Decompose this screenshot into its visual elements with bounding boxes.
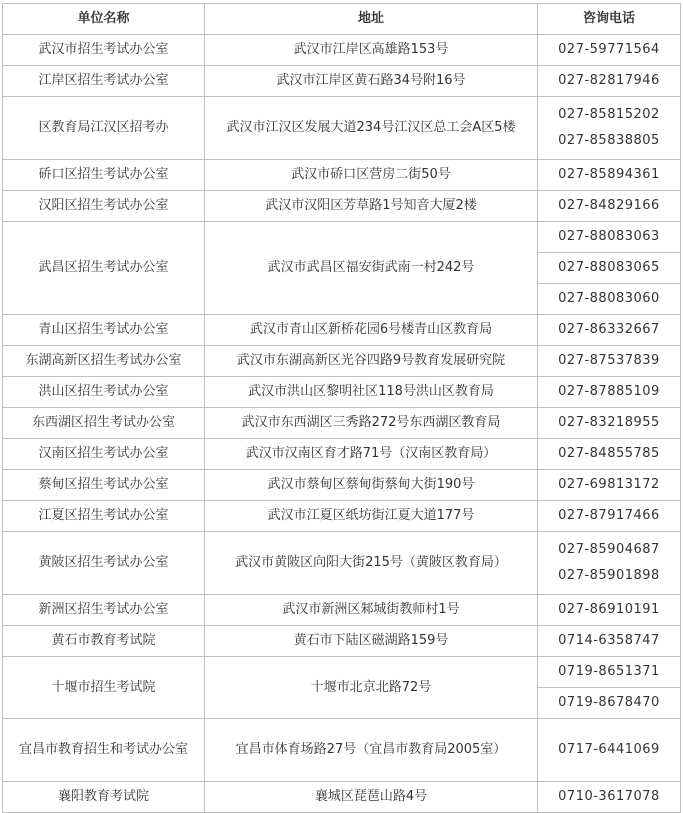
address-cell: 襄城区琵琶山路4号 (205, 782, 538, 813)
table-row (3, 222, 681, 253)
address-cell: 武汉市青山区新桥花园6号楼青山区教育局 (205, 315, 538, 346)
phone-cell: 027-87537839 (538, 346, 681, 377)
phone-line: 027-85838805 (558, 133, 660, 148)
table-row (3, 377, 681, 408)
table-row (3, 191, 681, 222)
phone-cell: 027-85894361 (538, 160, 681, 191)
address-cell: 武汉市新洲区邾城街教师村1号 (205, 595, 538, 626)
table-row (3, 501, 681, 532)
phone-cell: 027-82817946 (538, 66, 681, 97)
table-row (3, 626, 681, 657)
address-cell: 武汉市江岸区高雄路153号 (205, 35, 538, 66)
phone-line: 027-85904687 (558, 542, 660, 557)
table-row (3, 782, 681, 813)
phone-cell: 0719-8678470 (538, 688, 681, 719)
unit-cell: 宜昌市教育招生和考试办公室 (3, 719, 205, 782)
unit-cell: 蔡甸区招生考试办公室 (3, 470, 205, 501)
header-row (3, 4, 681, 35)
phone-cell: 027-83218955 (538, 408, 681, 439)
table-row (3, 66, 681, 97)
address-cell: 武汉市蔡甸区蔡甸街蔡甸大街190号 (205, 470, 538, 501)
table-row (3, 346, 681, 377)
phone-cell: 027-86910191 (538, 595, 681, 626)
phone-cell: 027-69813172 (538, 470, 681, 501)
phone-line: 027-85901898 (558, 568, 660, 583)
table-row (3, 315, 681, 346)
address-cell: 黄石市下陆区磁湖路159号 (205, 626, 538, 657)
table-row (3, 595, 681, 626)
unit-cell: 新洲区招生考试办公室 (3, 595, 205, 626)
phone-cell: 027-59771564 (538, 35, 681, 66)
unit-cell: 东湖高新区招生考试办公室 (3, 346, 205, 377)
phone-cell: 027-88083063 (538, 222, 681, 253)
table-row (3, 719, 681, 782)
address-cell: 武汉市黄陂区向阳大街215号（黄陂区教育局） (205, 532, 538, 595)
contact-table (2, 3, 681, 813)
address-cell: 宜昌市体育场路27号（宜昌市教育局2005室） (205, 719, 538, 782)
address-cell: 武汉市江夏区纸坊街江夏大道177号 (205, 501, 538, 532)
phone-line: 027-85815202 (558, 107, 660, 122)
phone-cell (538, 97, 681, 160)
header-address: 地址 (205, 4, 538, 35)
unit-cell: 江岸区招生考试办公室 (3, 66, 205, 97)
phone-cell: 0719-8651371 (538, 657, 681, 688)
address-cell: 武汉市汉阳区芳草路1号知音大厦2楼 (205, 191, 538, 222)
table-row (3, 532, 681, 595)
table-row (3, 35, 681, 66)
phone-cell: 0717-6441069 (538, 719, 681, 782)
phone-cell: 027-87917466 (538, 501, 681, 532)
phone-cell: 0710-3617078 (538, 782, 681, 813)
table-row (3, 470, 681, 501)
unit-cell: 襄阳教育考试院 (3, 782, 205, 813)
phone-cell: 027-88083060 (538, 284, 681, 315)
unit-cell: 江夏区招生考试办公室 (3, 501, 205, 532)
address-cell: 武汉市洪山区黎明社区118号洪山区教育局 (205, 377, 538, 408)
table-row (3, 657, 681, 688)
header-phone: 咨询电话 (538, 4, 681, 35)
address-cell: 武汉市东湖高新区光谷四路9号教育发展研究院 (205, 346, 538, 377)
unit-cell: 黄石市教育考试院 (3, 626, 205, 657)
unit-cell: 东西湖区招生考试办公室 (3, 408, 205, 439)
table-row (3, 439, 681, 470)
address-cell: 武汉市硚口区营房二街50号 (205, 160, 538, 191)
header-unit: 单位名称 (3, 4, 205, 35)
phone-cell: 027-87885109 (538, 377, 681, 408)
phone-cell: 027-86332667 (538, 315, 681, 346)
unit-cell: 洪山区招生考试办公室 (3, 377, 205, 408)
unit-cell: 汉阳区招生考试办公室 (3, 191, 205, 222)
table-row (3, 97, 681, 160)
table-row (3, 408, 681, 439)
phone-cell: 027-84855785 (538, 439, 681, 470)
phone-cell: 0714-6358747 (538, 626, 681, 657)
unit-cell: 区教育局江汉区招考办 (3, 97, 205, 160)
unit-cell: 硚口区招生考试办公室 (3, 160, 205, 191)
unit-cell: 汉南区招生考试办公室 (3, 439, 205, 470)
address-cell: 武汉市武昌区福安街武南一村242号 (205, 222, 538, 315)
address-cell: 武汉市江汉区发展大道234号江汉区总工会A区5楼 (205, 97, 538, 160)
phone-cell: 027-84829166 (538, 191, 681, 222)
unit-cell: 武昌区招生考试办公室 (3, 222, 205, 315)
unit-cell: 武汉市招生考试办公室 (3, 35, 205, 66)
unit-cell: 十堰市招生考试院 (3, 657, 205, 719)
table-row (3, 160, 681, 191)
address-cell: 武汉市汉南区育才路71号（汉南区教育局） (205, 439, 538, 470)
unit-cell: 青山区招生考试办公室 (3, 315, 205, 346)
address-cell: 武汉市江岸区黄石路34号附16号 (205, 66, 538, 97)
unit-cell: 黄陂区招生考试办公室 (3, 532, 205, 595)
address-cell: 武汉市东西湖区三秀路272号东西湖区教育局 (205, 408, 538, 439)
phone-cell: 027-88083065 (538, 253, 681, 284)
address-cell: 十堰市北京北路72号 (205, 657, 538, 719)
phone-cell (538, 532, 681, 595)
